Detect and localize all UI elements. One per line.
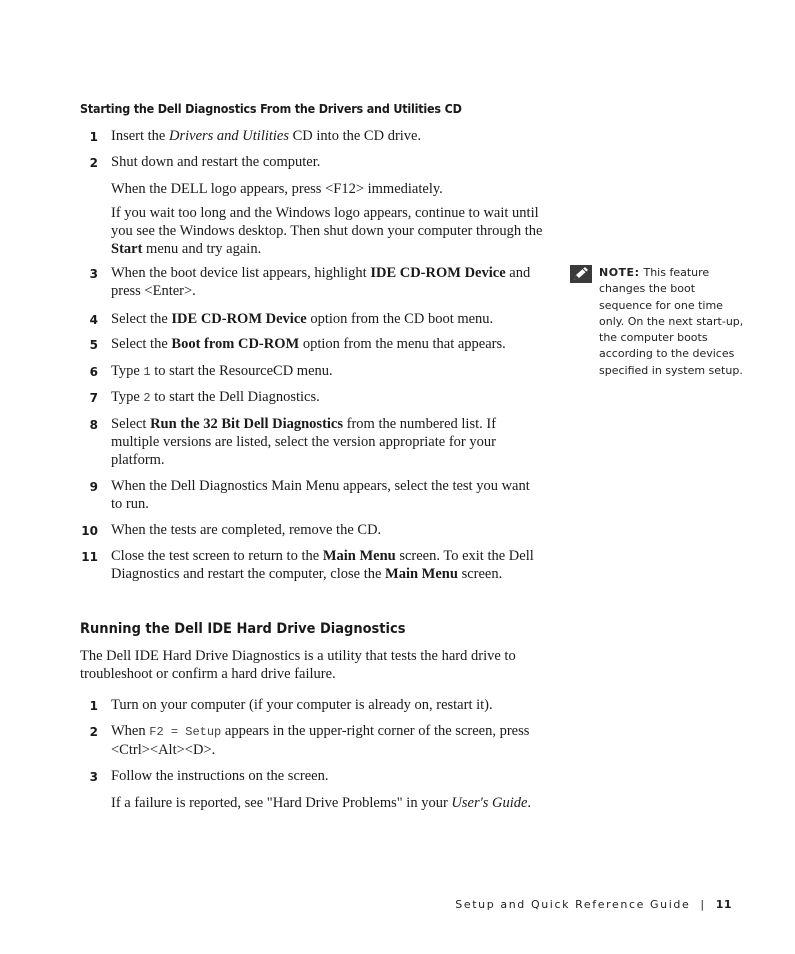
- step-text: Follow the instructions on the screen.: [111, 768, 329, 784]
- footer-title: Setup and Quick Reference Guide: [455, 898, 691, 911]
- step-text: When the tests are completed, remove the CD.: [111, 522, 382, 538]
- step-text: Close the test screen to return to the Main Menu screen. To exit the Dell Diagnostics and restart the computer, close the Main Menu screen.: [111, 548, 534, 582]
- note-label: NOTE:: [599, 266, 640, 279]
- page-footer: [455, 898, 732, 911]
- step-text: Turn on your computer (if your computer is already on, restart it).: [111, 697, 493, 713]
- step-number: 1: [89, 699, 98, 713]
- step-text: Type 1 to start the ResourceCD menu.: [111, 363, 333, 379]
- section-heading-hard-drive-diagnostics: Running the Dell IDE Hard Drive Diagnostics: [80, 621, 406, 637]
- step-text: Shut down and restart the computer.: [111, 154, 321, 170]
- note-text: [599, 265, 749, 379]
- step-number: 1: [89, 130, 98, 144]
- step-number: 9: [89, 480, 98, 494]
- step-text: Select the Boot from CD-ROM option from the menu that appears.: [111, 336, 506, 352]
- step-text: When the boot device list appears, highlight IDE CD-ROM Device and press <Enter>.: [111, 265, 531, 299]
- step-paragraph: If you wait too long and the Windows logo appears, continue to wait until you see the Windows desktop. Then shut down your computer through the Start menu and try again.: [111, 205, 543, 257]
- step-text: Select Run the 32 Bit Dell Diagnostics from the numbered list. If multiple versions are listed, select the version appropriate for your platform.: [111, 416, 497, 468]
- step-number: 4: [89, 313, 98, 327]
- page-number: 11: [715, 898, 732, 911]
- step-number: 5: [89, 338, 98, 352]
- step-number: 6: [89, 365, 98, 379]
- step-number: 7: [89, 391, 98, 405]
- pencil-note-icon: [570, 265, 592, 283]
- step-number: 10: [81, 524, 98, 538]
- step-number: 8: [89, 418, 98, 432]
- footer-separator: |: [700, 898, 706, 911]
- step-text: When the Dell Diagnostics Main Menu appears, select the test you want to run.: [111, 478, 530, 512]
- step-text: Insert the Drivers and Utilities CD into the CD drive.: [111, 128, 422, 144]
- step-text: Select the IDE CD-ROM Device option from the CD boot menu.: [111, 311, 494, 327]
- step-number: 2: [89, 725, 98, 739]
- section-heading-diagnostics-cd: Starting the Dell Diagnostics From the Drivers and Utilities CD: [80, 102, 462, 116]
- step-text: When F2 = Setup appears in the upper-right corner of the screen, press <Ctrl><Alt><D>.: [111, 723, 530, 758]
- step-number: 2: [89, 156, 98, 170]
- step-text: Type 2 to start the Dell Diagnostics.: [111, 389, 320, 405]
- step-number: 3: [89, 770, 98, 784]
- section-intro: The Dell IDE Hard Drive Diagnostics is a utility that tests the hard drive to troubleshoot or confirm a hard drive failure.: [80, 648, 516, 682]
- note-body: This feature changes the boot sequence for one time only. On the next start-up, the computer boots according to the devices specified in system setup.: [599, 266, 744, 377]
- step-paragraph: If a failure is reported, see "Hard Drive Problems" in your User's Guide.: [111, 795, 532, 811]
- step-number: 11: [81, 550, 98, 564]
- step-number: 3: [89, 267, 98, 281]
- step-paragraph: When the DELL logo appears, press <F12> immediately.: [111, 181, 443, 197]
